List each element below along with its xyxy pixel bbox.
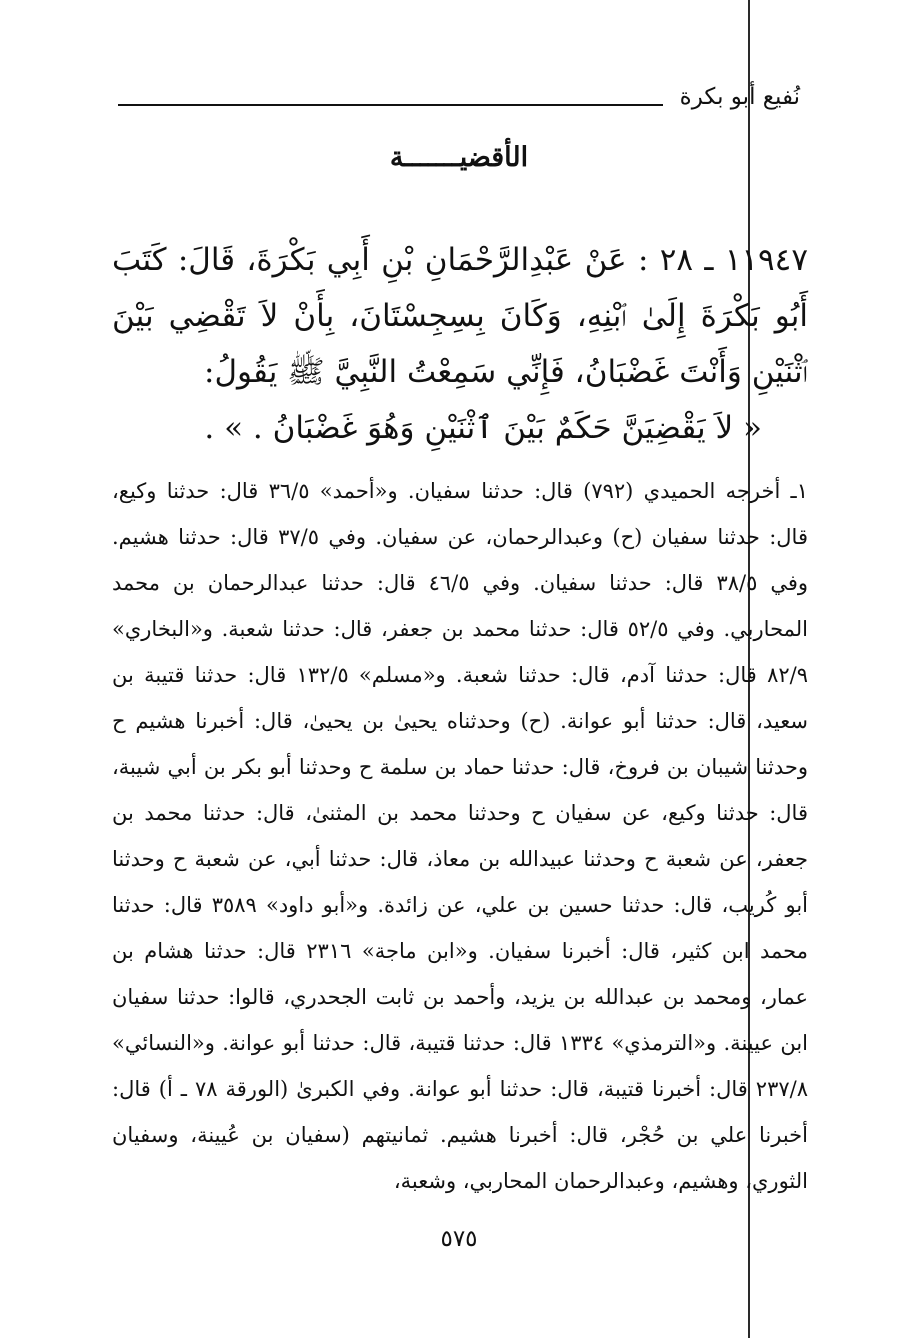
hadith-text: ١١٩٤٧ ـ ٢٨ : عَنْ عَبْدِالرَّحْمَانِ بْنِ أَبِي بَكْرَةَ، قَالَ: كَتَبَ أَبُو بَكْرَةَ إِلَىٰ ٱبْنِهِ، وَكَانَ بِسِجِسْتَانَ، بِأَنْ لاَ تَقْضِي بَيْنَ ٱثْنَيْنِ وَأَنْتَ غَضْبَانُ، فَإِنِّي سَمِعْتُ النَّبِيَّ ﷺ يَقُولُ: xyxy=(112,242,808,390)
page-header xyxy=(118,82,800,122)
header-rule xyxy=(118,104,663,106)
running-head: نُفيع أبو بكرة xyxy=(679,84,800,110)
hadith-quote: « لاَ يَقْضِيَنَّ حَكَمٌ بَيْنَ ٱثْنَيْنِ وَهُوَ غَضْبَانُ . » . xyxy=(204,410,762,446)
takhrij-text: ١ـ أخرجه الحميدي (٧٩٢) قال: حدثنا سفيان. و«أحمد» ٣٦/٥ قال: حدثنا وكيع، قال: حدثنا سفيان (ح) وعبدالرحمان، عن سفيان. وفي ٣٧/٥ قال: حدثنا هشيم. وفي ٣٨/٥ قال: حدثنا سفيان. وفي ٤٦/٥ قال: حدثنا عبدالرحمان بن محمد المحاربي. وفي ٥٢/٥ قال: حدثنا محمد بن جعفر، قال: حدثنا شعبة. و«البخاري» ٨٢/٩ قال: حدثنا آدم، قال: حدثنا شعبة. و«مسلم» ١٣٢/٥ قال: حدثنا قتيبة بن سعيد، قال: حدثنا أبو عوانة. (ح) وحدثناه يحيىٰ بن يحيىٰ، قال: أخبرنا هشيم ح وحدثنا شيبان بن فروخ، قال: حدثنا حماد بن سلمة ح وحدثنا أبو بكر بن أبي شيبة، قال: حدثنا وكيع، عن سفيان ح وحدثنا محمد بن المثنىٰ، قال: حدثنا محمد بن جعفر، عن شعبة ح وحدثنا عبيدالله بن معاذ، قال: حدثنا أبي، عن شعبة ح وحدثنا أبو كُريب، قال: حدثنا حسين بن علي، عن زائدة. و«أبو داود» ٣٥٨٩ قال: حدثنا محمد ابن كثير، قال: أخبرنا سفيان. و«ابن ماجة» ٢٣١٦ قال: حدثنا هشام بن عمار، ومحمد بن عبدالله بن يزيد، وأحمد بن ثابت الجحدري، قالوا: حدثنا سفيان ابن عيينة. و«الترمذي» ١٣٣٤ قال: حدثنا قتيبة، قال: حدثنا أبو عوانة. و«النسائي» ٢٣٧/٨ قال: أخبرنا قتيبة، قال: حدثنا أبو عوانة. وفي الكبرىٰ (الورقة ٧٨ ـ أ) قال: أخبرنا علي بن حُجْر، قال: أخبرنا هشيم. ثمانيتهم (سفيان بن عُيينة، وسفيان الثوري، وهشيم، وعبدالرحمان المحاربي، وشعبة، xyxy=(112,479,809,1193)
chapter-title: الأقضيـــــــة xyxy=(389,142,529,173)
hadith-block xyxy=(112,232,808,456)
page-number: ٥٧٥ xyxy=(440,1226,478,1252)
takhrij-footnote xyxy=(112,468,808,1204)
